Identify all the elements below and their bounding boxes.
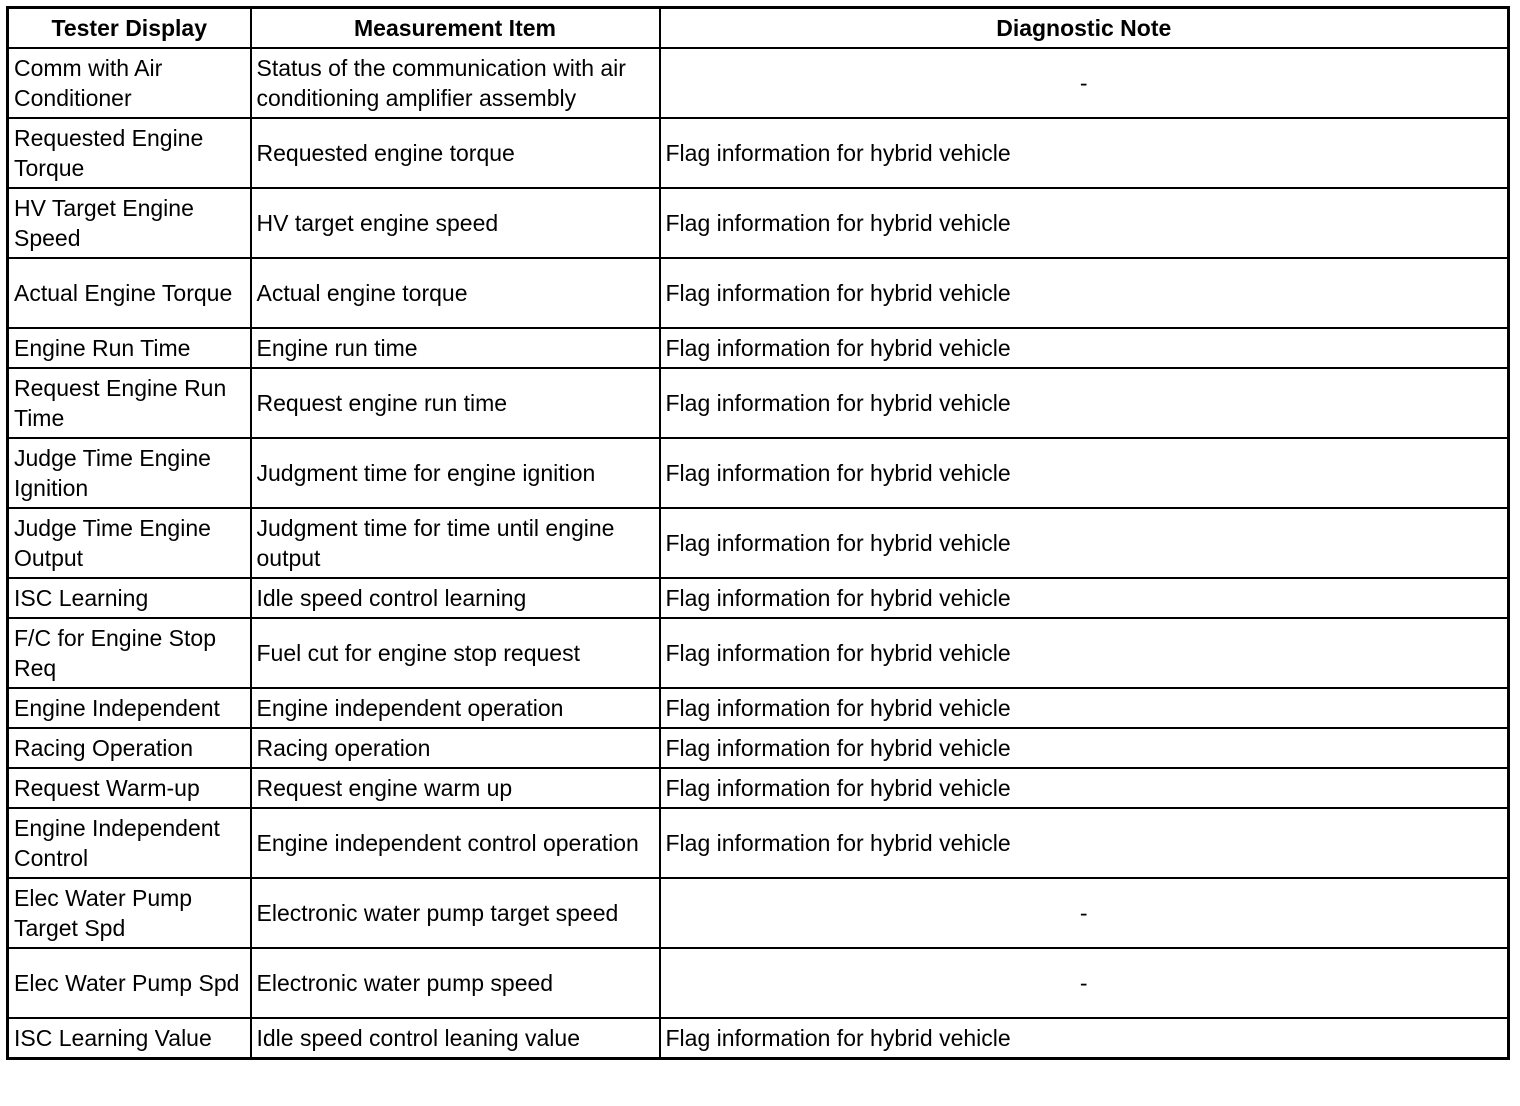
tester-display-cell: Comm with Air Conditioner bbox=[8, 48, 251, 118]
tester-display-cell: Racing Operation bbox=[8, 728, 251, 768]
tester-display-cell: Engine Independent bbox=[8, 688, 251, 728]
table-row bbox=[8, 438, 1509, 508]
table-row bbox=[8, 688, 1509, 728]
diagnostic-note-cell: Flag information for hybrid vehicle bbox=[660, 258, 1509, 328]
tester-display-cell: Judge Time Engine Output bbox=[8, 508, 251, 578]
diagnostic-note-cell: Flag information for hybrid vehicle bbox=[660, 328, 1509, 368]
measurement-item-cell: Electronic water pump target speed bbox=[251, 878, 660, 948]
table-row bbox=[8, 368, 1509, 438]
measurement-item-cell: Idle speed control leaning value bbox=[251, 1018, 660, 1059]
table-row bbox=[8, 1018, 1509, 1059]
table-row bbox=[8, 508, 1509, 578]
measurement-item-cell: Status of the communication with air conditioning amplifier assembly bbox=[251, 48, 660, 118]
tester-display-cell: Engine Run Time bbox=[8, 328, 251, 368]
measurement-item-cell: Engine independent control operation bbox=[251, 808, 660, 878]
header-diagnostic-note: Diagnostic Note bbox=[660, 8, 1509, 49]
diagnostic-note-cell: - bbox=[660, 878, 1509, 948]
diagnostic-note-cell: Flag information for hybrid vehicle bbox=[660, 188, 1509, 258]
diagnostic-note-cell: Flag information for hybrid vehicle bbox=[660, 118, 1509, 188]
table-row bbox=[8, 728, 1509, 768]
tester-display-cell: Actual Engine Torque bbox=[8, 258, 251, 328]
measurement-item-cell: Requested engine torque bbox=[251, 118, 660, 188]
header-measurement-item: Measurement Item bbox=[251, 8, 660, 49]
measurement-item-cell: Electronic water pump speed bbox=[251, 948, 660, 1018]
measurement-item-cell: Request engine warm up bbox=[251, 768, 660, 808]
table-row bbox=[8, 878, 1509, 948]
table-row bbox=[8, 48, 1509, 118]
tester-display-cell: HV Target Engine Speed bbox=[8, 188, 251, 258]
tester-display-cell: F/C for Engine Stop Req bbox=[8, 618, 251, 688]
tester-display-cell: ISC Learning Value bbox=[8, 1018, 251, 1059]
tester-display-cell: ISC Learning bbox=[8, 578, 251, 618]
tester-display-cell: Elec Water Pump Spd bbox=[8, 948, 251, 1018]
tester-display-cell: Request Engine Run Time bbox=[8, 368, 251, 438]
diagnostic-note-cell: Flag information for hybrid vehicle bbox=[660, 508, 1509, 578]
diagnostic-table bbox=[6, 6, 1510, 1060]
measurement-item-cell: Judgment time for time until engine output bbox=[251, 508, 660, 578]
tester-display-cell: Judge Time Engine Ignition bbox=[8, 438, 251, 508]
measurement-item-cell: Engine run time bbox=[251, 328, 660, 368]
table-row bbox=[8, 118, 1509, 188]
diagnostic-note-cell: Flag information for hybrid vehicle bbox=[660, 438, 1509, 508]
measurement-item-cell: Request engine run time bbox=[251, 368, 660, 438]
measurement-item-cell: Idle speed control learning bbox=[251, 578, 660, 618]
measurement-item-cell: Judgment time for engine ignition bbox=[251, 438, 660, 508]
diagnostic-note-cell: Flag information for hybrid vehicle bbox=[660, 728, 1509, 768]
measurement-item-cell: Racing operation bbox=[251, 728, 660, 768]
diagnostic-note-cell: - bbox=[660, 948, 1509, 1018]
diagnostic-note-cell: Flag information for hybrid vehicle bbox=[660, 618, 1509, 688]
diagnostic-note-cell: Flag information for hybrid vehicle bbox=[660, 768, 1509, 808]
diagnostic-note-cell: Flag information for hybrid vehicle bbox=[660, 1018, 1509, 1059]
table-row bbox=[8, 258, 1509, 328]
measurement-item-cell: HV target engine speed bbox=[251, 188, 660, 258]
diagnostic-note-cell: Flag information for hybrid vehicle bbox=[660, 368, 1509, 438]
table-row bbox=[8, 768, 1509, 808]
diagnostic-note-cell: Flag information for hybrid vehicle bbox=[660, 808, 1509, 878]
table-row bbox=[8, 948, 1509, 1018]
table-row bbox=[8, 328, 1509, 368]
tester-display-cell: Elec Water Pump Target Spd bbox=[8, 878, 251, 948]
diagnostic-note-cell: - bbox=[660, 48, 1509, 118]
measurement-item-cell: Engine independent operation bbox=[251, 688, 660, 728]
table-row bbox=[8, 188, 1509, 258]
tester-display-cell: Request Warm-up bbox=[8, 768, 251, 808]
tester-display-cell: Requested Engine Torque bbox=[8, 118, 251, 188]
header-row bbox=[8, 8, 1509, 49]
header-tester-display: Tester Display bbox=[8, 8, 251, 49]
table-row bbox=[8, 618, 1509, 688]
diagnostic-note-cell: Flag information for hybrid vehicle bbox=[660, 578, 1509, 618]
table-row bbox=[8, 808, 1509, 878]
tester-display-cell: Engine Independent Control bbox=[8, 808, 251, 878]
measurement-item-cell: Actual engine torque bbox=[251, 258, 660, 328]
diagnostic-note-cell: Flag information for hybrid vehicle bbox=[660, 688, 1509, 728]
measurement-item-cell: Fuel cut for engine stop request bbox=[251, 618, 660, 688]
table-row bbox=[8, 578, 1509, 618]
